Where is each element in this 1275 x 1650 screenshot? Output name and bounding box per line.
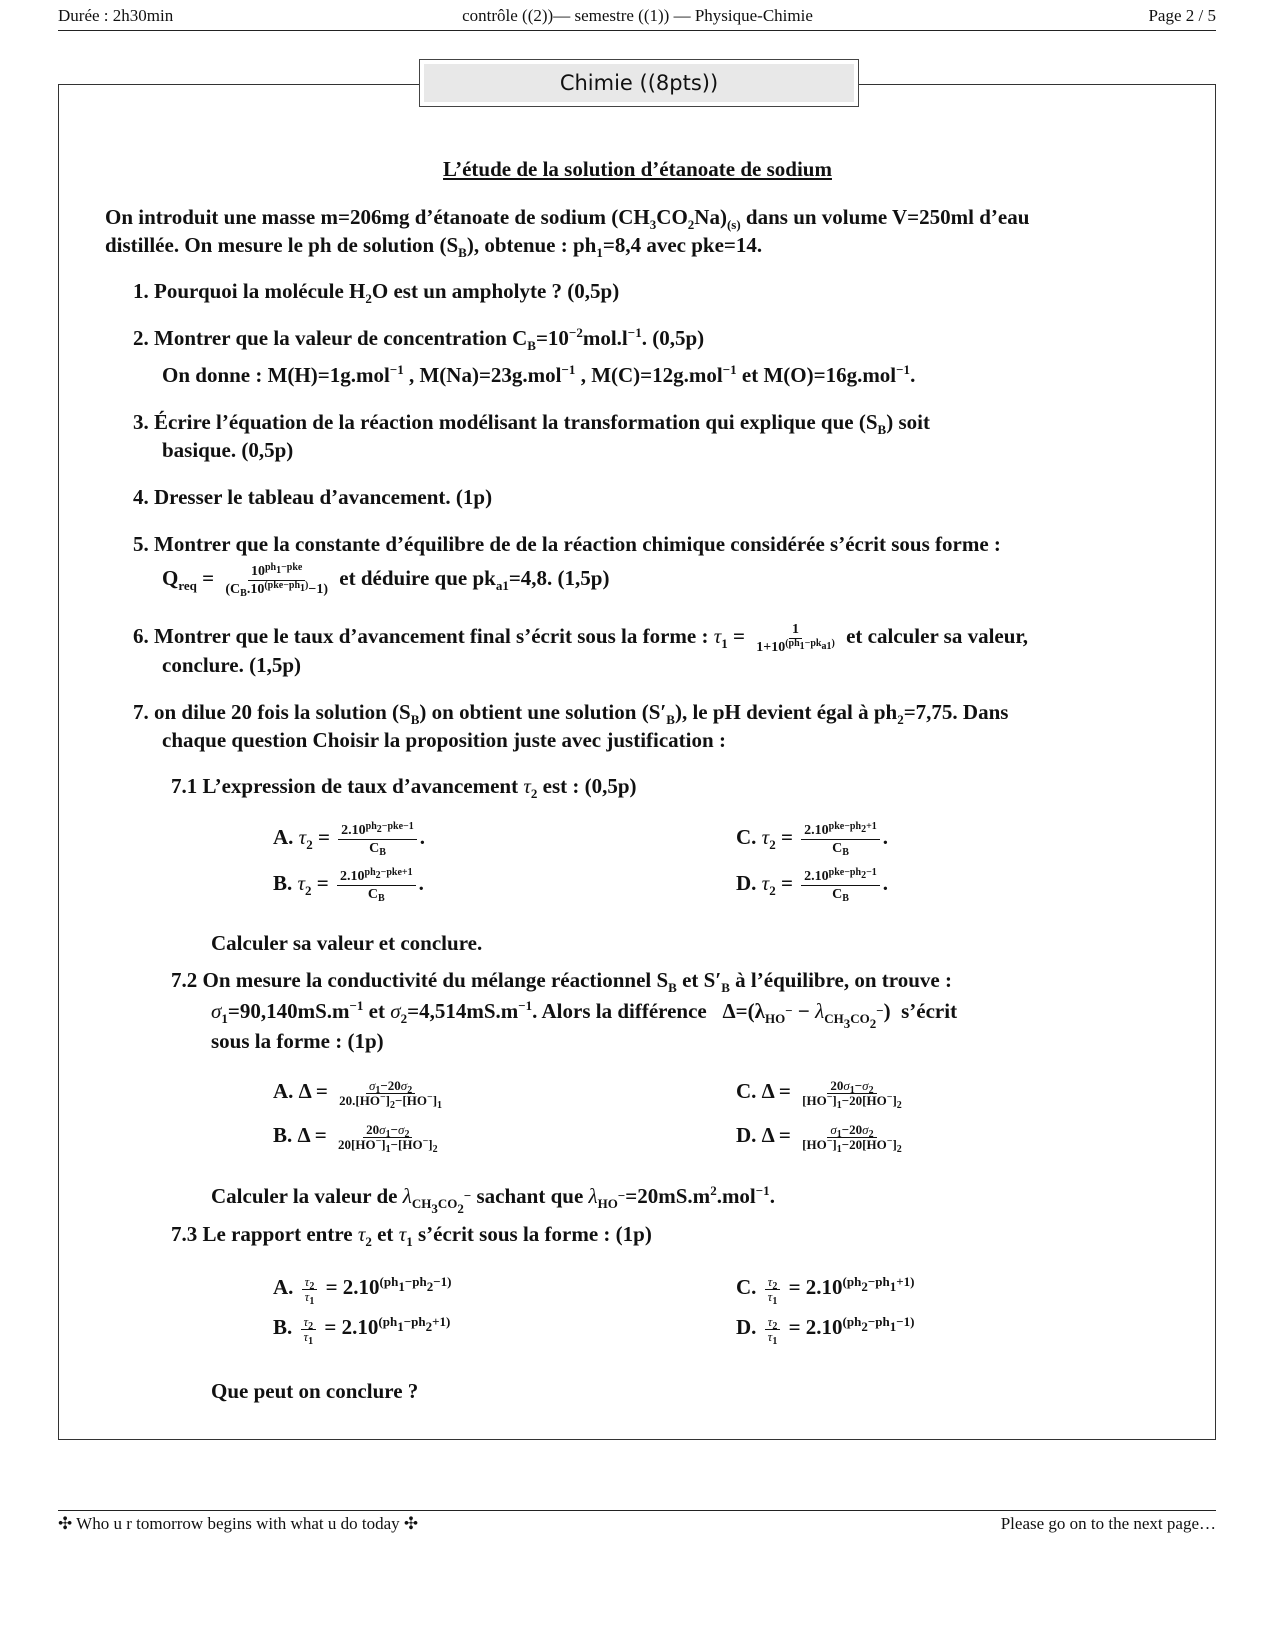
question-5: 5. Montrer que la constante d’équilibre de de la réaction chimique considérée s’écrit sous forme : <box>133 532 1001 556</box>
question-6-line-2: conclure. (1,5p) <box>162 653 302 677</box>
question-2-given: On donne : M(H)=1g.mol$^{-1}$ , M(Na)=23g.mol$^{-1}$ , M(C)=12g.mol$^{-1}$ et M(O)=16g.mol$^{-1}$. <box>162 362 916 387</box>
footer-next-page: Please go on to the next page… <box>1000 1514 1216 1533</box>
option-7-3-d: D. $\frac{\tau_2}{\tau_1}$ = $2.10^{(ph_2-ph_1-1)}$ <box>736 1313 915 1347</box>
intro-line-2: distillée. On mesure le ph de solution $(S_B)$, obtenue : $ph_1=8,4$ avec pke=14. <box>105 233 763 260</box>
question-7-2-calc: Calculer la valeur de $\lambda_{CH_3CO_2^-}$ sachant que $\lambda_{HO^-}=20mS.m^2.mol^{-1}$. <box>211 1183 775 1216</box>
section-title-box <box>419 59 859 107</box>
option-7-1-c: C. $\tau_2$ = $\frac{2.10^{pke-ph_2+1}}{C_B}$ . <box>736 820 889 858</box>
header-title: contrôle ((2))— semestre ((1)) — Physique-Chimie <box>462 6 813 25</box>
footer-motto: ✣ Who u r tomorrow begins with what u do today ✣ <box>58 1514 419 1533</box>
header-duration: Durée : 2h30min <box>58 6 174 25</box>
option-7-2-b: B. Δ = $\frac{20\sigma_1-\sigma_2}{20[HO^-]_1-[HO^-]_2}$ <box>273 1121 438 1155</box>
footer-rule <box>58 1510 1216 1511</box>
question-7-2: 7.2 On mesure la conductivité du mélange réactionnel $S_B$ et $S'_B$ à l’équilibre, on trouve : <box>171 968 952 995</box>
option-7-2-c: C. Δ = $\frac{20\sigma_1-\sigma_2}{[HO^-]_1-20[HO^-]_2}$ <box>736 1077 902 1111</box>
question-7-2-line-2: $\sigma_1=90,140mS.m^{-1}$ et $\sigma_2=4,514mS.m^{-1}$. Alors la différence $\Delta=(\lambda_{HO^-} - \lambda_{CH_3CO_2^-})$ s’écrit <box>211 998 958 1031</box>
q-req-fraction: $\frac{10^{ph_1-pke}}{(C_B.10^{(pke-ph_1)}-1)}$ <box>225 561 329 599</box>
question-6: 6. Montrer que le taux d’avancement final s’écrit sous la forme : $\tau_1$ = $\frac{1}{1+10^{(ph_1-pk_{a1})}}$ et calculer sa valeur, <box>133 621 1029 655</box>
question-7-1: 7.1 L’expression de taux d’avancement $\tau_2$ est : (0,5p) <box>171 774 637 801</box>
question-3: 3. Écrire l’équation de la réaction modélisant la transformation qui explique que $(S_B)$ soit <box>133 410 930 437</box>
question-3-line-2: basique. (0,5p) <box>162 438 294 462</box>
option-7-3-a: A. $\frac{\tau_2}{\tau_1}$ = $2.10^{(ph_1-ph_2-1)}$ <box>273 1273 452 1307</box>
option-7-1-a: A. $\tau_2$ = $\frac{2.10^{ph_2-pke-1}}{C_B}$ . <box>273 820 426 858</box>
intro-line-1: On introduit une masse m=206mg d’étanoate de sodium $(CH_3CO_2Na)_{(s)}$ dans un volume V=250ml d’eau <box>105 205 1030 232</box>
option-7-3-b: B. $\frac{\tau_2}{\tau_1}$ = $2.10^{(ph_1-ph_2+1)}$ <box>273 1313 451 1347</box>
question-7-3-conclude: Que peut on conclure ? <box>211 1379 419 1403</box>
option-7-3-c: C. $\frac{\tau_2}{\tau_1}$ = $2.10^{(ph_2-ph_1+1)}$ <box>736 1273 915 1307</box>
question-7-1-conclude: Calculer sa valeur et conclure. <box>211 931 483 955</box>
tau1-fraction: $\frac{1}{1+10^{(ph_1-pk_{a1})}}$ <box>756 621 835 655</box>
question-7: 7. on dilue 20 fois la solution $(S_B)$ on obtient une solution $(S'_B)$, le pH devient égal à $ph_2=7,75$. Dans <box>133 700 1009 727</box>
option-7-1-d: D. $\tau_2$ = $\frac{2.10^{pke-ph_2-1}}{C_B}$ . <box>736 866 889 904</box>
exercise-title: L’étude de la solution d’étanoate de sodium <box>443 157 832 181</box>
question-5-formula: $Q_{req}$ = $\frac{10^{ph_1-pke}}{(C_B.10^{(pke-ph_1)}-1)}$ et déduire que $pk_{a1}=4,8$. (1,5p) <box>162 561 610 599</box>
section-title: Chimie ((8pts)) <box>424 64 854 102</box>
option-7-2-d: D. Δ = $\frac{\sigma_1-20\sigma_2}{[HO^-]_1-20[HO^-]_2}$ <box>736 1121 902 1155</box>
question-7-3: 7.3 Le rapport entre $\tau_2$ et $\tau_1$ s’écrit sous la forme : (1p) <box>171 1222 652 1249</box>
header-page-number: Page 2 / 5 <box>1148 6 1216 25</box>
question-7-line-2: chaque question Choisir la proposition juste avec justification : <box>162 728 726 752</box>
option-7-1-b: B. $\tau_2$ = $\frac{2.10^{ph_2-pke+1}}{C_B}$ . <box>273 866 424 904</box>
question-7-2-line-3: sous la forme : (1p) <box>211 1029 384 1053</box>
question-4: 4. Dresser le tableau d’avancement. (1p) <box>133 485 493 509</box>
question-2: 2. Montrer que la valeur de concentration $C_B=10^{-2}mol.l^{-1}$. (0,5p) <box>133 325 705 353</box>
question-1: 1. Pourquoi la molécule $H_2O$ est un ampholyte ? (0,5p) <box>133 279 620 306</box>
header-rule <box>58 30 1216 31</box>
option-7-2-a: A. Δ = $\frac{\sigma_1-20\sigma_2}{20.[HO^-]_2-[HO^-]_1}$ <box>273 1077 443 1111</box>
